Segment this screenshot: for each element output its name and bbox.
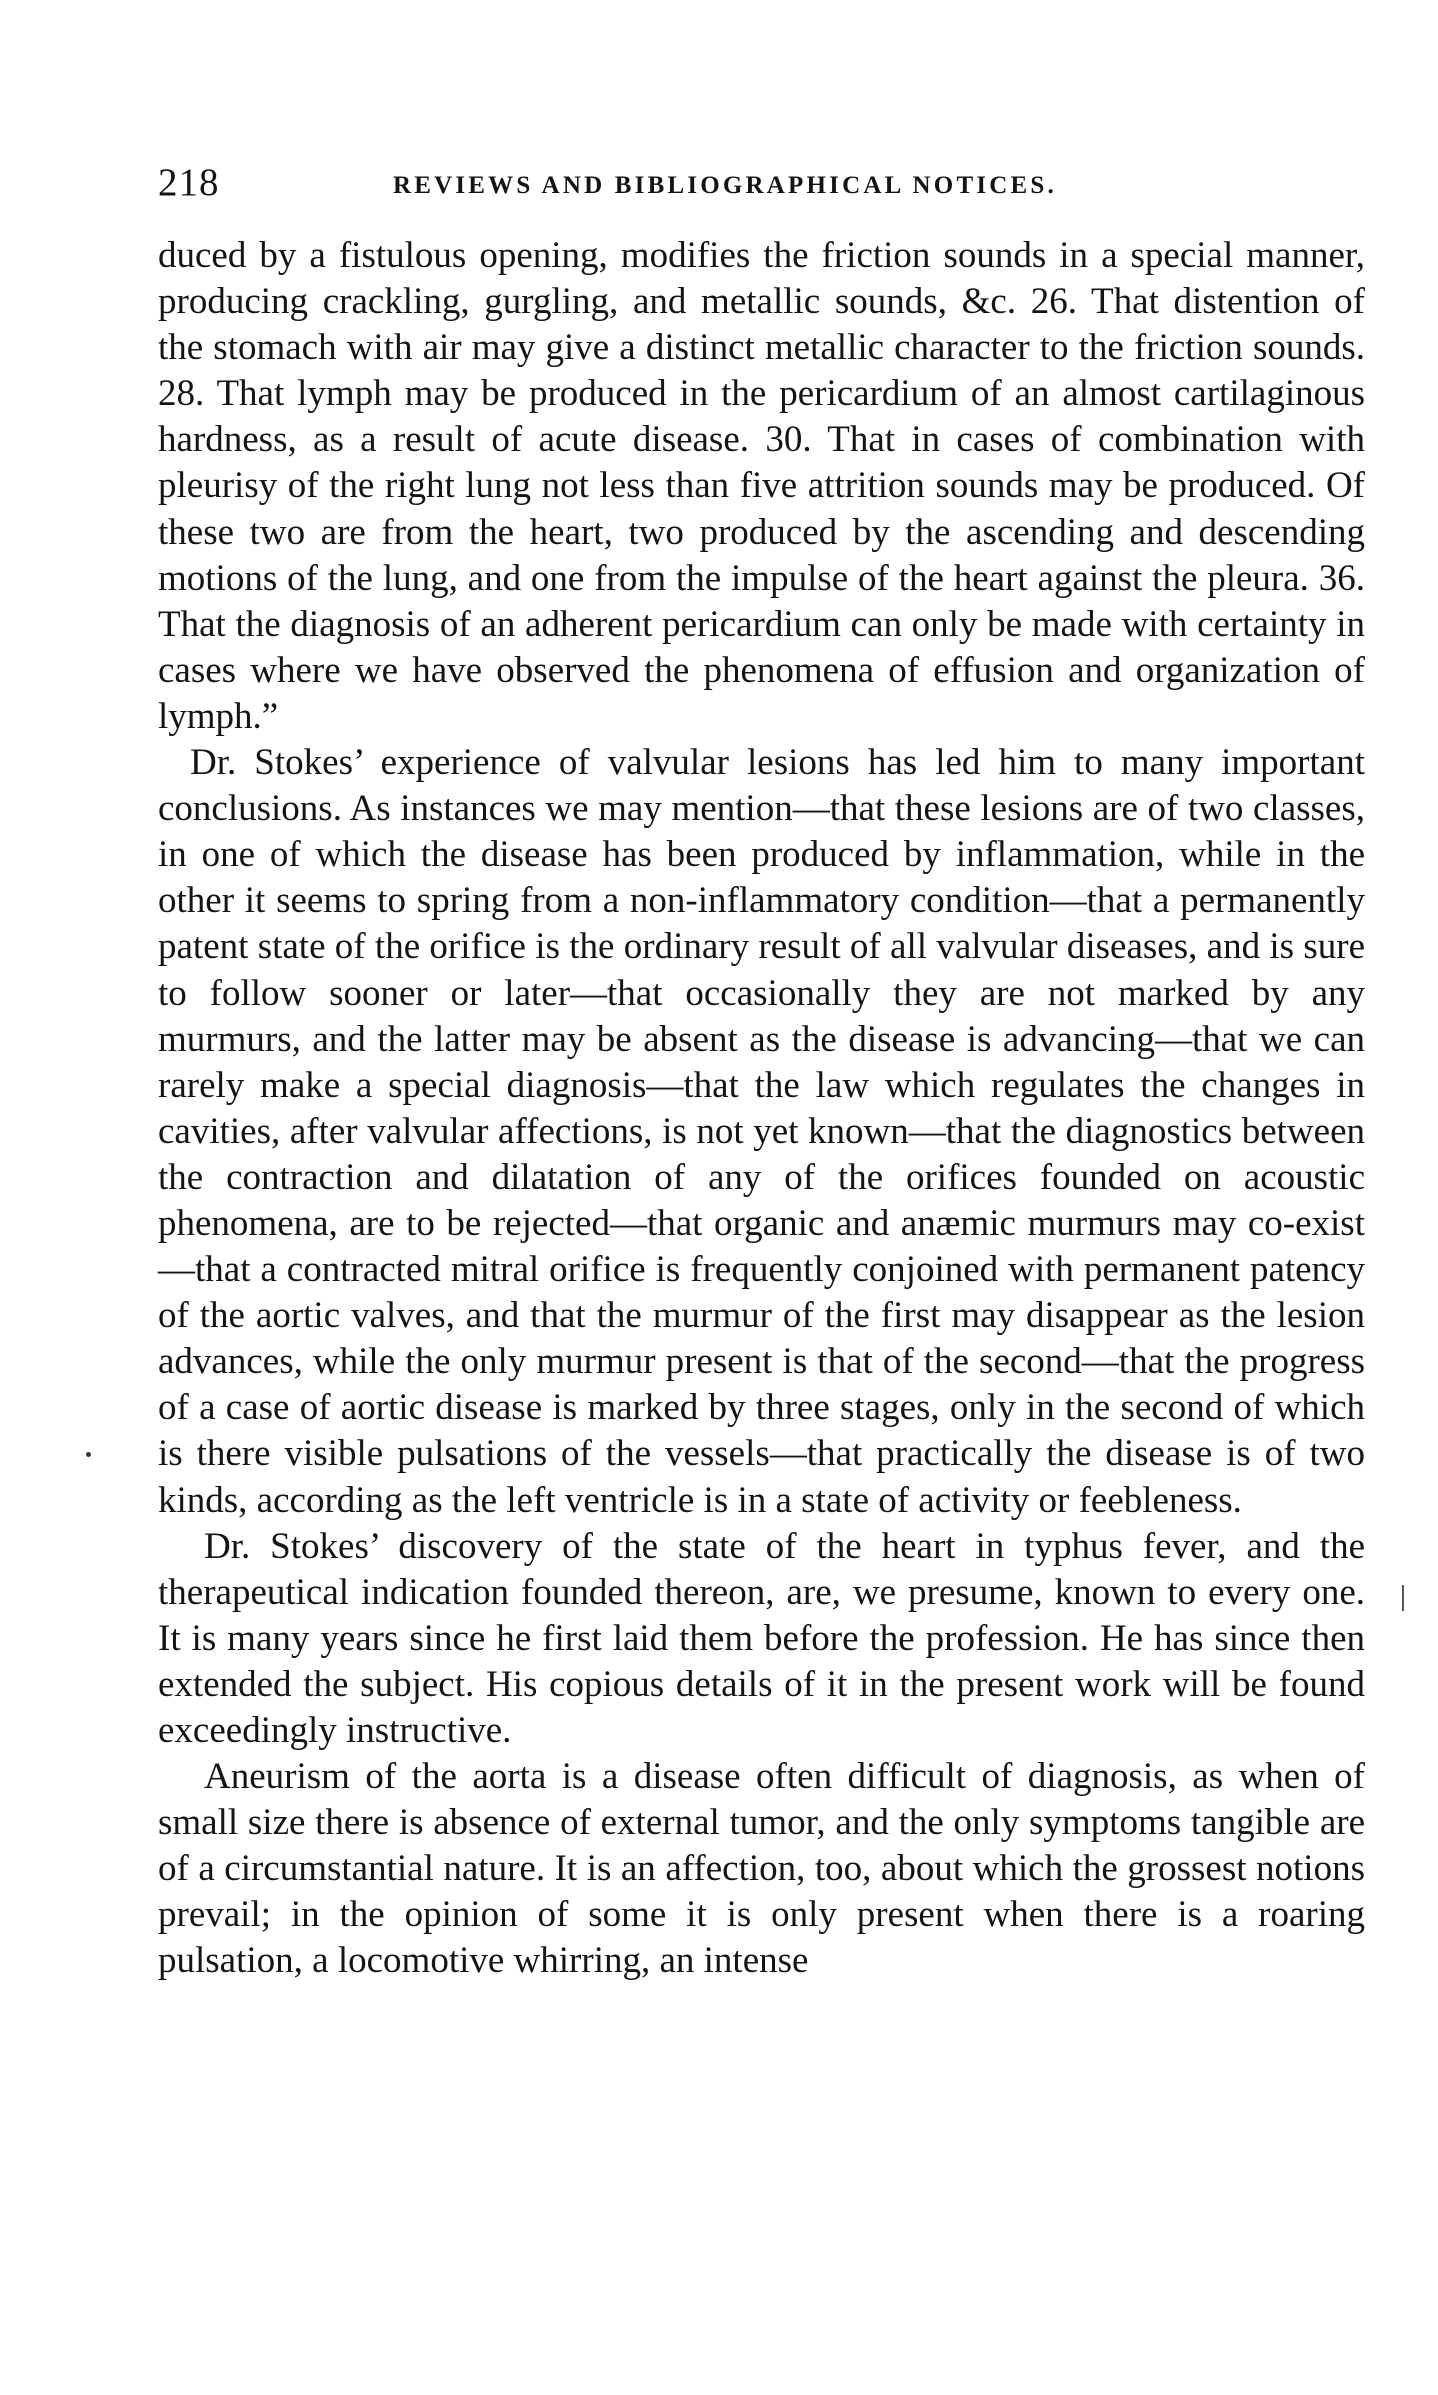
paragraph-2: Dr. Stokes’ experience of valvular lesions has led him to many important conclusions. As instances we may mention—that these lesions are of two classes, in one of which the disease has been produced by inflammation, while in the other it seems to spring from a non-inflammatory condition—that a permanently patent state of the orifice is the ordinary result of all valvular diseases, and is sure to follow sooner or later—that occasionally they are not marked by any murmurs, and the latter may be absent as the disease is advancing—that we can rarely make a special diagnosis—that the law which regulates the changes in cavities, after valvular affections, is not yet known—that the diagnostics between the contraction and dilatation of any of the orifices founded on acoustic phenomena, are to be rejected—that organic and anæmic murmurs may co-exist—that a contracted mitral orifice is frequently conjoined with permanent patency of the aortic valves, and that the murmur of the first may disappear as the lesion advances, while the only murmur present is that of the second—that the progress of a case of aortic disease is marked by three stages, only in the second of which is there visible pulsations of the vessels—that practically the disease is of two kinds, according as the left ventricle is in a state of activity or feebleness. (158, 742, 1365, 1521)
paragraph-1: duced by a fistulous opening, modifies the friction sounds in a special manner, producing crackling, gurgling, and metallic sounds, &c. 26. That distention of the stomach with air may give a distinct metallic character to the friction sounds. 28. That lymph may be produced in the pericardium of an almost cartilaginous hardness, as a result of acute disease. 30. That in cases of combination with pleurisy of the right lung not less than five attrition sounds may be produced. Of these two are from the heart, two produced by the ascending and descending motions of the lung, and one from the impulse of the heart against the pleura. 36. That the diagnosis of an adherent pericardium can only be made with certainty in cases where we have observed the phenomena of effusion and organization of lymph.” (158, 235, 1365, 737)
margin-mark (1402, 1585, 1404, 1611)
running-head: REVIEWS AND BIBLIOGRAPHICAL NOTICES. (393, 172, 1057, 199)
paragraph-3: Dr. Stokes’ discovery of the state of the heart in typhus fever, and the therapeutical indication founded thereon, are, we presume, known to every one. It is many years since he first laid them before the profession. He has since then extended the subject. His copious details of it in the present work will be found exceedingly instructive. (158, 1525, 1365, 1751)
paragraph-4: Aneurism of the aorta is a disease often difficult of diagnosis, as when of small size there is absence of external tumor, and the only symptoms tangible are of a circumstantial nature. It is an affection, too, about which the grossest notions prevail; in the opinion of some it is only present when there is a roaring pulsation, a locomotive whirring, an intense (158, 1756, 1365, 1982)
body-text (158, 233, 1365, 1985)
print-speck (86, 1452, 91, 1457)
page-number: 218 (158, 161, 220, 204)
page-header (158, 158, 1348, 218)
